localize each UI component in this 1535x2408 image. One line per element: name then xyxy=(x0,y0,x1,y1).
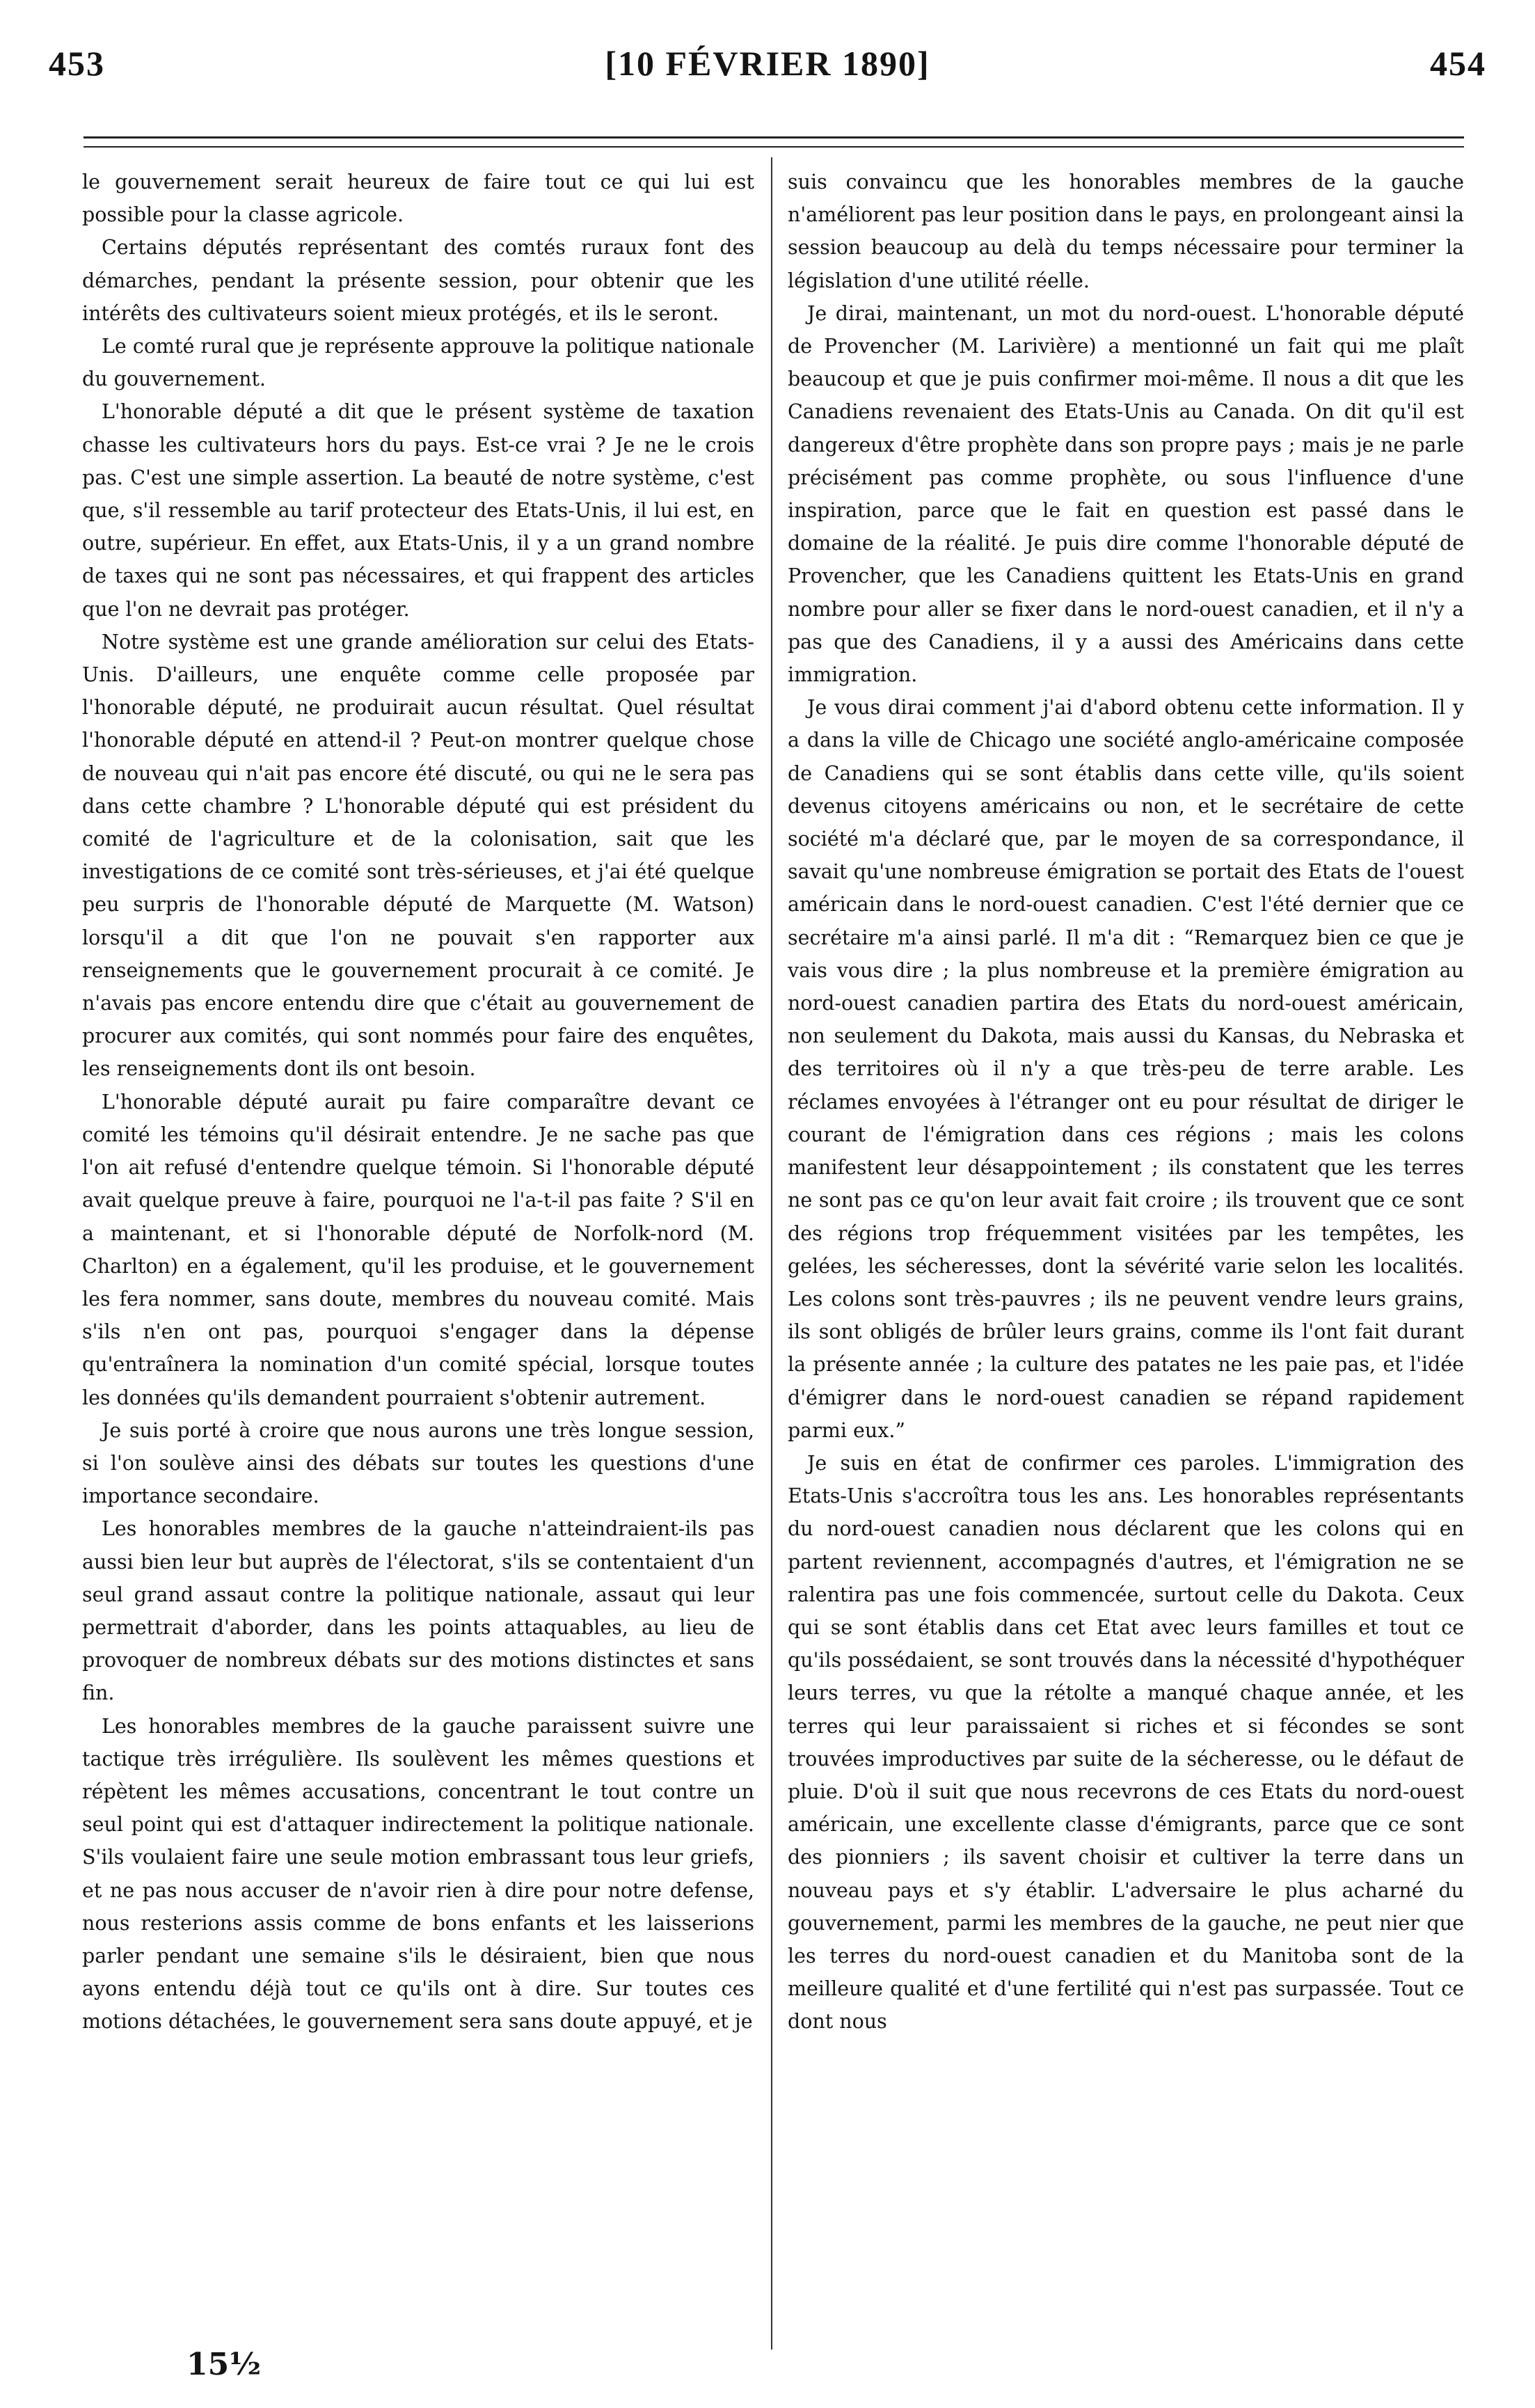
paragraph: le gouvernement serait heureux de faire tout ce qui lui est possible pour la classe agricole. xyxy=(82,171,754,227)
paragraph: Je suis en état de confirmer ces paroles. L'immigration des Etats-Unis s'accroîtra tous les ans. Les honorables représentants du nord-ouest canadien nous déclarent que les colons qui en partent reviennent, accompagnés d'autres, et l'émigration ne se ralentira pas une fois commencée, surtout celle du Dakota. Ceux qui se sont établis dans cet Etat avec leurs familles et tout ce qu'ils possédaient, se sont trouvés dans la nécessité d'hypothéquer leurs terres, vu que la rétolte a manqué chaque année, et les terres qui leur paraissaient si riches et si fécondes se sont trouvées improductives par suite de la sécheresse, ou le défaut de pluie. D'où il suit que nous recevrons de ces Etats du nord-ouest américain, une excellente classe d'émigrants, parce que ce sont des pionniers ; ils savent choisir et cultiver la terre dans un nouveau pays et s'y établir. L'adversaire le plus acharné du gouvernement, parmi les membres de la gauche, ne peut nier que les terres du nord-ouest canadien et du Manitoba sont de la meilleure qualité et d'une fertilité qui n'est pas surpassée. Tout ce dont nous xyxy=(788,1451,1464,2034)
paragraph: Les honorables membres de la gauche n'atteindraient-ils pas aussi bien leur but auprès de l'électorat, s'ils se contentaient d'un seul grand assaut contre la politique nationale, assaut qui leur permettrait d'aborder, dans les points attaquables, au lieu de provoquer de nombreux débats sur des motions distinctes et sans fin. xyxy=(82,1517,754,1705)
paragraph: L'honorable député a dit que le présent système de taxation chasse les cultivateurs hors du pays. Est-ce vrai ? Je ne le crois pas. C'est une simple assertion. La beauté de notre système, c'est que, s'il ressemble au tarif protecteur des Etats-Unis, il lui est, en outre, supérieur. En effet, aux Etats-Unis, il y a un grand nombre de taxes qui ne sont pas nécessaires, et qui frappent des articles que l'on ne devrait pas protéger. xyxy=(82,400,754,621)
paragraph: Certains députés représentant des comtés ruraux font des démarches, pendant la présente session, pour obtenir que les intérêts des cultivateurs soient mieux protégés, et ils le seront. xyxy=(82,236,754,325)
page-date: [10 FÉVRIER 1890] xyxy=(605,44,930,83)
paragraph: suis convaincu que les honorables membres de la gauche n'améliorent pas leur position dans le pays, en prolongeant ainsi la session beaucoup au delà du temps nécessaire pour terminer la législation d'une utilité réelle. xyxy=(788,171,1464,292)
paragraph: Je vous dirai comment j'ai d'abord obtenu cette information. Il y a dans la ville de Chicago une société anglo-américaine composée de Canadiens qui se sont établis dans cette ville, qu'ils soient devenus citoyens américains ou non, et le secrétaire de cette société m'a déclaré que, par le moyen de sa correspondance, il savait qu'une nombreuse émigration se portait des Etats de l'ouest américain dans le nord-ouest canadien. C'est l'été dernier que ce secrétaire m'a ainsi parlé. Il m'a dit : “Remarquez bien ce que je vais vous dire ; la plus nombreuse et la première émigration au nord-ouest canadien partira des Etats du nord-ouest américain, non seulement du Dakota, mais aussi du Kansas, du Nebraska et des territoires où il n'y a que très-peu de terre arable. Les réclames envoyées à l'étranger ont eu pour résultat de diriger le courant de l'émigration dans ces régions ; mais les colons manifestent leur désappointement ; ils constatent que les terres ne sont pas ce qu'on leur avait fait croire ; ils trouvent que ce sont des régions trop fréquemment visitées par les tempêtes, les gelées, les sécheresses, dont la sévérité varie selon les localités. Les colons sont très-pauvres ; ils ne peuvent vendre leurs grains, ils sont obligés de brûler leurs grains, comme ils l'ont fait durant la présente année ; la culture des patates ne les paie pas, et l'idée d'émigrer dans le nord-ouest canadien se répand rapidement parmi eux.” xyxy=(788,696,1464,1442)
left-column xyxy=(82,166,754,2038)
paragraph: Les honorables membres de la gauche paraissent suivre une tactique très irrégulière. Ils soulèvent les mêmes questions et répètent les mêmes accusations, concentrant le tout contre un seul point qui est d'attaquer indirectement la politique nationale. S'ils voulaient faire une seule motion embrassant tous leur griefs, et ne pas nous accuser de n'avoir rien à dire pour notre defense, nous resterions assis comme de bons enfants et les laisserions parler pendant une semaine s'ils le désiraient, bien que nous ayons entendu déjà tout ce qu'ils ont à dire. Sur toutes ces motions détachées, le gouvernement sera sans doute appuyé, et je xyxy=(82,1714,754,2034)
column-divider xyxy=(771,157,772,2350)
page-number-right: 454 xyxy=(1430,44,1486,83)
header-rule-top xyxy=(83,136,1464,138)
paragraph: Le comté rural que je représente approuve la politique nationale du gouvernement. xyxy=(82,335,754,391)
page-number-left: 453 xyxy=(49,44,105,83)
right-column xyxy=(788,166,1464,2038)
paragraph: Je dirai, maintenant, un mot du nord-ouest. L'honorable député de Provencher (M. Larivière) a mentionné un fait qui me plaît beaucoup et que je puis confirmer moi-même. Il nous a dit que les Canadiens revenaient des Etats-Unis au Canada. On dit qu'il est dangereux d'être prophète dans son propre pays ; mais je ne parle précisément pas comme prophète, ou sous l'influence d'une inspiration, parce que le fait en question est passé dans le domaine de la réalité. Je puis dire comme l'honorable député de Provencher, que les Canadiens quittent les Etats-Unis en grand nombre pour aller se fixer dans le nord-ouest canadien, et il n'y a pas que des Canadiens, il y a aussi des Américains dans cette immigration. xyxy=(788,301,1464,687)
signature-mark: 15½ xyxy=(186,2347,262,2382)
paragraph: Notre système est une grande amélioration sur celui des Etats-Unis. D'ailleurs, une enquête comme celle proposée par l'honorable député, ne produirait aucun résultat. Quel résultat l'honorable député en attend-il ? Peut-on montrer quelque chose de nouveau qui n'ait pas encore été discuté, ou qui ne le sera pas dans cette chambre ? L'honorable député qui est président du comité de l'agriculture et de la colonisation, sait que les investigations de ce comité sont très-sérieuses, et j'ai été quelque peu surpris de l'honorable député de Marquette (M. Watson) lorsqu'il a dit que l'on ne pouvait s'en rapporter aux renseignements que le gouvernement procurait à ce comité. Je n'avais pas encore entendu dire que c'était au gouvernement de procurer aux comités, qui sont nommés pour faire des enquêtes, les renseignements dont ils ont besoin. xyxy=(82,630,754,1081)
paragraph: Je suis porté à croire que nous aurons une très longue session, si l'on soulève ainsi des débats sur toutes les questions d'une importance secondaire. xyxy=(82,1418,754,1508)
header-rule-bottom xyxy=(83,146,1464,148)
page-header xyxy=(49,43,1486,92)
paragraph: L'honorable député aurait pu faire comparaître devant ce comité les témoins qu'il désirait entendre. Je ne sache pas que l'on ait refusé d'entendre quelque témoin. Si l'honorable député avait quelque preuve à faire, pourquoi ne l'a-t-il pas faite ? S'il en a maintenant, et si l'honorable député de Norfolk-nord (M. Charlton) en a également, qu'il les produise, et le gouvernement les fera nommer, sans doute, membres du nouveau comité. Mais s'ils n'en ont pas, pourquoi s'engager dans la dépense qu'entraînera la nomination d'un comité spécial, lorsque toutes les données qu'ils demandent pourraient s'obtenir autrement. xyxy=(82,1090,754,1409)
